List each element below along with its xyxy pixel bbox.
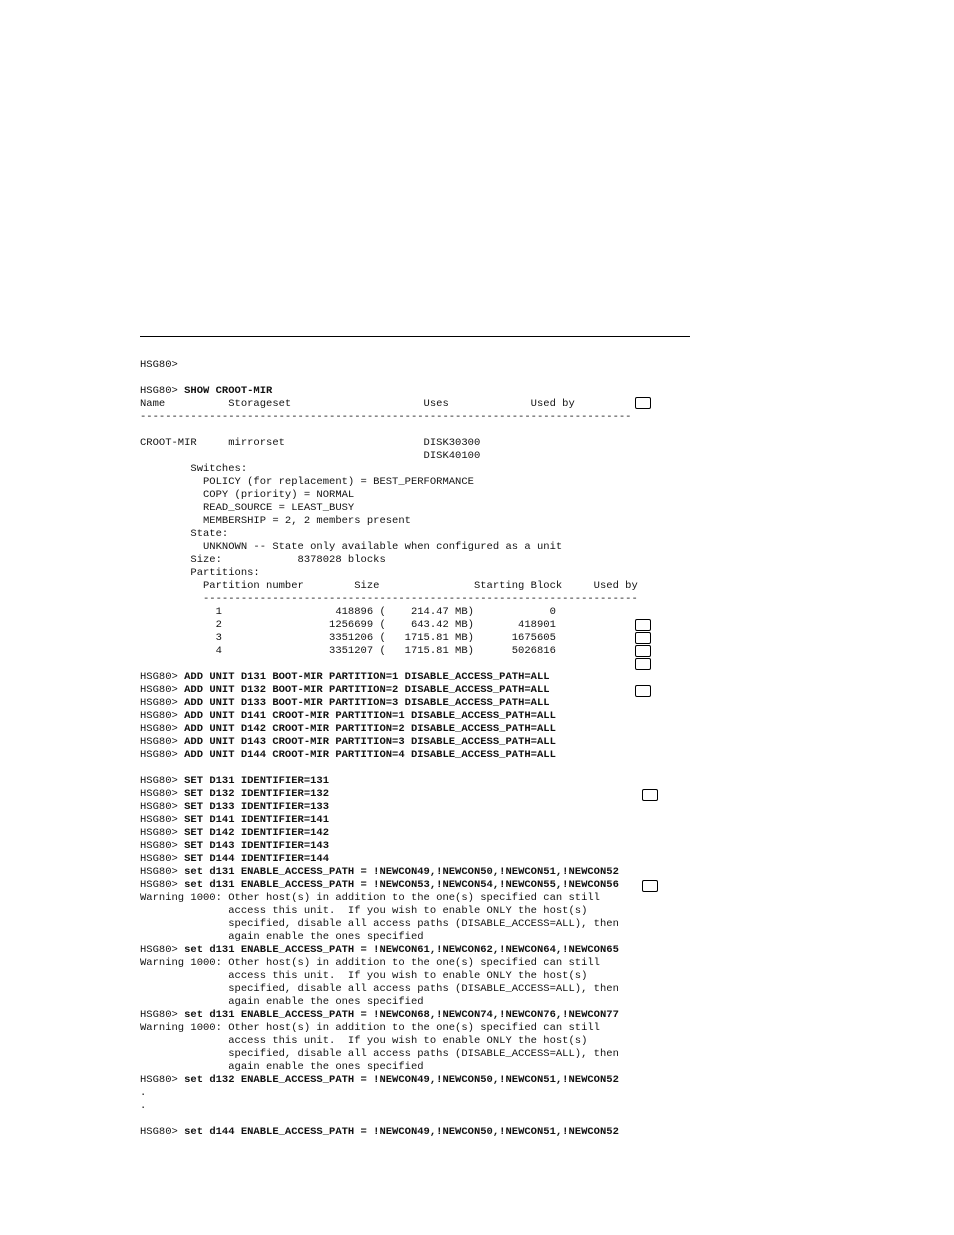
command-text: ADD UNIT D132 BOOT-MIR PARTITION=2 DISABLE_ACCESS_PATH=ALL — [184, 684, 550, 696]
command-line — [140, 1074, 670, 1087]
prompt: HSG80> — [140, 879, 185, 891]
command-text: SET D133 IDENTIFIER=133 — [184, 801, 330, 813]
top-rule — [140, 336, 690, 337]
prompt: HSG80> — [140, 710, 185, 722]
command-text: set d131 ENABLE_ACCESS_PATH = !NEWCON53,!NEWCON54,!NEWCON55,!NEWCON56 — [184, 879, 619, 891]
output-line: access this unit. If you wish to enable ONLY the host(s) — [140, 905, 588, 917]
prompt: HSG80> — [140, 853, 185, 865]
output-line: MEMBERSHIP = 2, 2 members present — [140, 515, 411, 527]
command-line — [140, 853, 670, 866]
command-line — [140, 775, 670, 788]
command-text: SET D132 IDENTIFIER=132 — [184, 788, 330, 800]
prompt: HSG80> — [140, 1009, 185, 1021]
output-line: Switches: — [140, 463, 248, 475]
blank-line — [140, 1113, 670, 1126]
prompt: HSG80> — [140, 749, 185, 761]
command-text: ADD UNIT D143 CROOT-MIR PARTITION=3 DISABLE_ACCESS_PATH=ALL — [184, 736, 556, 748]
output-line: specified, disable all access paths (DISABLE_ACCESS=ALL), then — [140, 1048, 619, 1060]
callout-box-show — [635, 397, 651, 409]
command-line — [140, 788, 670, 801]
prompt: HSG80> — [140, 788, 185, 800]
output-line: . — [140, 1100, 147, 1112]
command-text: SET D131 IDENTIFIER=131 — [184, 775, 330, 787]
command-text: set d131 ENABLE_ACCESS_PATH = !NEWCON61,!NEWCON62,!NEWCON64,!NEWCON65 — [184, 944, 619, 956]
output-line: again enable the ones specified — [140, 996, 424, 1008]
output-line: DISK40100 — [140, 450, 481, 462]
command-text: SET D144 IDENTIFIER=144 — [184, 853, 330, 865]
blank-line — [140, 424, 670, 437]
output-line: specified, disable all access paths (DISABLE_ACCESS=ALL), then — [140, 918, 619, 930]
callout-box-partition-2 — [635, 632, 651, 644]
prompt: HSG80> — [140, 840, 185, 852]
output-line: 2 1256699 ( 643.42 MB) 418901 — [140, 619, 556, 631]
command-text: set d131 ENABLE_ACCESS_PATH = !NEWCON68,!NEWCON74,!NEWCON76,!NEWCON77 — [184, 1009, 619, 1021]
output-line: access this unit. If you wish to enable ONLY the host(s) — [140, 1035, 588, 1047]
command-line — [140, 866, 670, 879]
output-line: Partitions: — [140, 567, 260, 579]
command-line — [140, 710, 670, 723]
output-line: Size: 8378028 blocks — [140, 554, 386, 566]
command-line — [140, 1126, 670, 1139]
command-line — [140, 827, 670, 840]
prompt: HSG80> — [140, 385, 185, 397]
output-line: POLICY (for replacement) = BEST_PERFORMANCE — [140, 476, 474, 488]
output-line: Warning 1000: Other host(s) in addition to the one(s) specified can still — [140, 1022, 600, 1034]
command-text: ADD UNIT D142 CROOT-MIR PARTITION=2 DISABLE_ACCESS_PATH=ALL — [184, 723, 556, 735]
output-line: access this unit. If you wish to enable ONLY the host(s) — [140, 970, 588, 982]
prompt: HSG80> — [140, 723, 185, 735]
prompt: HSG80> — [140, 684, 185, 696]
command-line — [140, 840, 670, 853]
prompt: HSG80> — [140, 775, 185, 787]
prompt: HSG80> — [140, 801, 185, 813]
output-line: specified, disable all access paths (DISABLE_ACCESS=ALL), then — [140, 983, 619, 995]
command-text: set d144 ENABLE_ACCESS_PATH = !NEWCON49,!NEWCON50,!NEWCON51,!NEWCON52 — [184, 1126, 619, 1138]
output-line: COPY (priority) = NORMAL — [140, 489, 355, 501]
output-line: 4 3351207 ( 1715.81 MB) 5026816 — [140, 645, 556, 657]
output-line: . — [140, 1087, 147, 1099]
callout-box-enable-access — [642, 880, 658, 892]
output-line: UNKNOWN -- State only available when configured as a unit — [140, 541, 563, 553]
command-text: SET D142 IDENTIFIER=142 — [184, 827, 330, 839]
callout-box-add-unit — [635, 685, 651, 697]
command-line — [140, 671, 670, 684]
command-line — [140, 697, 670, 710]
output-line: HSG80> — [140, 359, 178, 371]
output-line: Warning 1000: Other host(s) in addition to the one(s) specified can still — [140, 892, 600, 904]
output-line: State: — [140, 528, 229, 540]
command-line — [140, 684, 670, 697]
terminal-transcript — [140, 359, 670, 1139]
command-line — [140, 944, 670, 957]
output-line: CROOT-MIR mirrorset DISK30300 — [140, 437, 481, 449]
callout-box-partition-1 — [635, 619, 651, 631]
blank-line — [140, 658, 670, 671]
command-text: SET D143 IDENTIFIER=143 — [184, 840, 330, 852]
output-line: again enable the ones specified — [140, 931, 424, 943]
output-line: READ_SOURCE = LEAST_BUSY — [140, 502, 355, 514]
prompt: HSG80> — [140, 1126, 185, 1138]
command-line — [140, 814, 670, 827]
prompt: HSG80> — [140, 736, 185, 748]
prompt: HSG80> — [140, 671, 185, 683]
command-line — [140, 749, 670, 762]
output-line: 3 3351206 ( 1715.81 MB) 1675605 — [140, 632, 556, 644]
command-text: set d132 ENABLE_ACCESS_PATH = !NEWCON49,!NEWCON50,!NEWCON51,!NEWCON52 — [184, 1074, 619, 1086]
command-line — [140, 385, 670, 398]
prompt: HSG80> — [140, 697, 185, 709]
prompt: HSG80> — [140, 944, 185, 956]
command-text: ADD UNIT D133 BOOT-MIR PARTITION=3 DISABLE_ACCESS_PATH=ALL — [184, 697, 550, 709]
callout-box-partition-3 — [635, 645, 651, 657]
command-line — [140, 879, 670, 892]
command-text: SHOW CROOT-MIR — [184, 385, 273, 397]
command-line — [140, 736, 670, 749]
output-line: ------------------------------------------------------------------------------ — [140, 411, 632, 423]
blank-line — [140, 372, 670, 385]
command-text: ADD UNIT D141 CROOT-MIR PARTITION=1 DISABLE_ACCESS_PATH=ALL — [184, 710, 556, 722]
callout-box-partition-4 — [635, 658, 651, 670]
command-line — [140, 801, 670, 814]
output-line: 1 418896 ( 214.47 MB) 0 — [140, 606, 556, 618]
output-line: --------------------------------------------------------------------- — [140, 593, 638, 605]
command-text: set d131 ENABLE_ACCESS_PATH = !NEWCON49,!NEWCON50,!NEWCON51,!NEWCON52 — [184, 866, 619, 878]
command-text: ADD UNIT D144 CROOT-MIR PARTITION=4 DISABLE_ACCESS_PATH=ALL — [184, 749, 556, 761]
callout-box-set-identifier — [642, 789, 658, 801]
command-line — [140, 723, 670, 736]
prompt: HSG80> — [140, 814, 185, 826]
blank-line — [140, 762, 670, 775]
output-line: Name Storageset Uses Used by — [140, 398, 575, 410]
output-line: Partition number Size Starting Block Used by — [140, 580, 638, 592]
command-line — [140, 1009, 670, 1022]
prompt: HSG80> — [140, 827, 185, 839]
prompt: HSG80> — [140, 866, 185, 878]
prompt: HSG80> — [140, 1074, 185, 1086]
command-text: SET D141 IDENTIFIER=141 — [184, 814, 330, 826]
output-line: again enable the ones specified — [140, 1061, 424, 1073]
command-text: ADD UNIT D131 BOOT-MIR PARTITION=1 DISABLE_ACCESS_PATH=ALL — [184, 671, 550, 683]
output-line: Warning 1000: Other host(s) in addition to the one(s) specified can still — [140, 957, 600, 969]
